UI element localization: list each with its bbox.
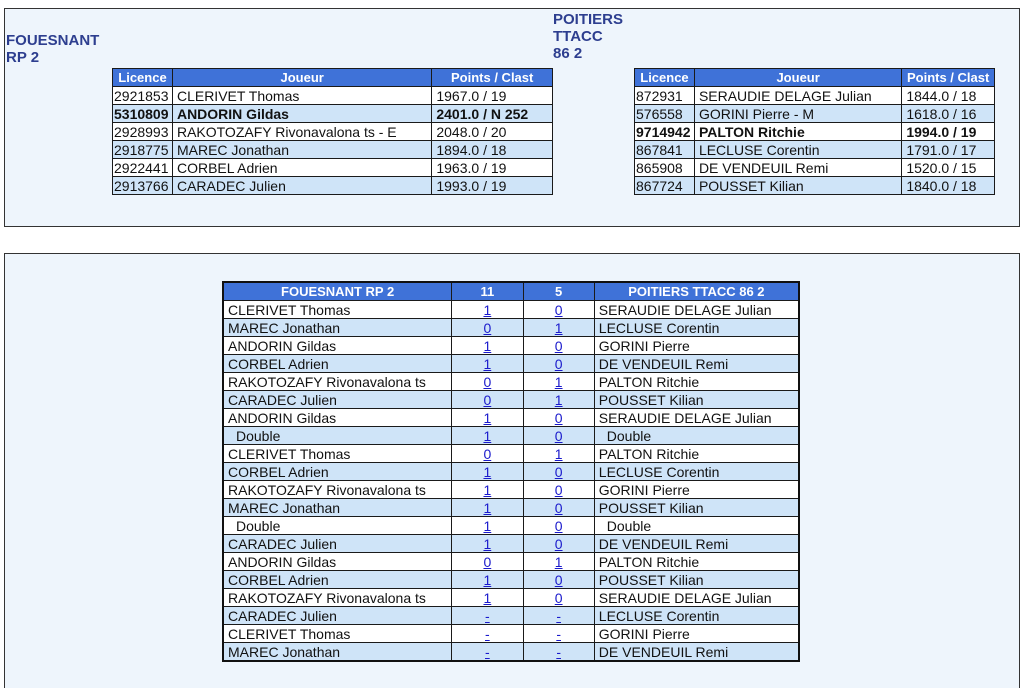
player-name: CORBEL Adrien xyxy=(172,159,431,177)
away-player: SERAUDIE DELAGE Julian xyxy=(594,301,799,319)
away-score-cell xyxy=(523,373,594,391)
player-licence: 576558 xyxy=(635,105,695,123)
home-score-cell xyxy=(452,409,523,427)
away-score-cell xyxy=(523,409,594,427)
home-score-cell xyxy=(452,535,523,553)
home-player: CARADEC Julien xyxy=(223,535,452,553)
player-name: SERAUDIE DELAGE Julian xyxy=(694,87,901,105)
roster-row xyxy=(635,105,995,123)
home-player: MAREC Jonathan xyxy=(223,319,452,337)
home-score-link[interactable]: 1 xyxy=(483,481,492,498)
away-score-cell xyxy=(523,337,594,355)
away-player: Double xyxy=(594,427,799,445)
away-player: GORINI Pierre xyxy=(594,625,799,643)
home-player: ANDORIN Gildas xyxy=(223,337,452,355)
home-player: CORBEL Adrien xyxy=(223,355,452,373)
away-player: LECLUSE Corentin xyxy=(594,463,799,481)
away-player: POUSSET Kilian xyxy=(594,391,799,409)
away-score-cell xyxy=(523,319,594,337)
roster-row xyxy=(635,141,995,159)
player-name: ANDORIN Gildas xyxy=(172,105,431,123)
home-player: CLERIVET Thomas xyxy=(223,445,452,463)
away-score-link[interactable]: 0 xyxy=(554,337,563,354)
away-score-cell xyxy=(523,391,594,409)
away-score-cell xyxy=(523,499,594,517)
away-player: POUSSET Kilian xyxy=(594,499,799,517)
away-score-link[interactable]: 1 xyxy=(554,553,563,570)
roster-row xyxy=(113,159,553,177)
home-score-link[interactable]: - xyxy=(485,643,490,660)
home-score-link[interactable]: 1 xyxy=(483,463,492,480)
away-score-header: 5 xyxy=(523,282,594,301)
away-score-cell xyxy=(523,463,594,481)
match-row xyxy=(223,355,799,373)
home-score-link[interactable]: 1 xyxy=(483,355,492,372)
away-score-link[interactable]: 0 xyxy=(554,481,563,498)
player-licence: 2913766 xyxy=(113,177,173,195)
match-row xyxy=(223,589,799,607)
home-score-link[interactable]: 1 xyxy=(483,589,492,606)
licence-header: Licence xyxy=(113,69,173,87)
player-name: POUSSET Kilian xyxy=(694,177,901,195)
player-licence: 867841 xyxy=(635,141,695,159)
player-licence: 2922441 xyxy=(113,159,173,177)
away-score-cell xyxy=(523,625,594,643)
away-score-link[interactable]: 0 xyxy=(554,571,563,588)
away-player: DE VENDEUIL Remi xyxy=(594,355,799,373)
away-score-link[interactable]: 0 xyxy=(554,517,563,534)
away-player: GORINI Pierre xyxy=(594,481,799,499)
home-score-cell xyxy=(452,517,523,535)
away-score-link[interactable]: 1 xyxy=(554,391,563,408)
home-score-link[interactable]: 1 xyxy=(483,337,492,354)
home-score-link[interactable]: 1 xyxy=(483,517,492,534)
away-player: PALTON Ritchie xyxy=(594,445,799,463)
match-row xyxy=(223,337,799,355)
home-roster-table xyxy=(112,68,553,195)
home-score-cell xyxy=(452,391,523,409)
roster-row xyxy=(113,123,553,141)
match-results-table xyxy=(222,281,800,662)
away-score-link[interactable]: 1 xyxy=(554,445,563,462)
match-row xyxy=(223,481,799,499)
home-score-header: 11 xyxy=(452,282,523,301)
player-points: 1840.0 / 18 xyxy=(902,177,995,195)
match-row xyxy=(223,571,799,589)
away-player: POUSSET Kilian xyxy=(594,571,799,589)
home-score-link[interactable]: 1 xyxy=(483,535,492,552)
away-roster-table xyxy=(634,68,995,195)
home-score-cell xyxy=(452,355,523,373)
away-score-cell xyxy=(523,571,594,589)
home-score-cell xyxy=(452,481,523,499)
home-score-cell xyxy=(452,589,523,607)
home-player: RAKOTOZAFY Rivonavalona ts xyxy=(223,481,452,499)
away-score-cell xyxy=(523,553,594,571)
match-row xyxy=(223,517,799,535)
away-score-link[interactable]: 0 xyxy=(554,463,563,480)
player-points: 1963.0 / 19 xyxy=(432,159,553,177)
player-points: 1894.0 / 18 xyxy=(432,141,553,159)
home-player: MAREC Jonathan xyxy=(223,643,452,662)
player-points: 2048.0 / 20 xyxy=(432,123,553,141)
licence-header: Licence xyxy=(635,69,695,87)
home-player: Double xyxy=(223,517,452,535)
away-player: SERAUDIE DELAGE Julian xyxy=(594,409,799,427)
points-header: Points / Clast xyxy=(902,69,995,87)
roster-row xyxy=(635,177,995,195)
home-score-link[interactable]: - xyxy=(485,607,490,624)
away-player: GORINI Pierre xyxy=(594,337,799,355)
away-score-link[interactable]: 0 xyxy=(554,301,563,318)
away-score-cell xyxy=(523,355,594,373)
away-score-cell xyxy=(523,427,594,445)
roster-row xyxy=(635,159,995,177)
away-score-link[interactable]: 0 xyxy=(554,409,563,426)
home-score-cell xyxy=(452,337,523,355)
away-score-link[interactable]: - xyxy=(556,625,561,642)
home-player: CARADEC Julien xyxy=(223,607,452,625)
home-score-cell xyxy=(452,625,523,643)
home-score-link[interactable]: 0 xyxy=(483,391,492,408)
home-player: CARADEC Julien xyxy=(223,391,452,409)
player-licence: 5310809 xyxy=(113,105,173,123)
player-licence: 872931 xyxy=(635,87,695,105)
home-score-cell xyxy=(452,553,523,571)
roster-row xyxy=(113,105,553,123)
match-row xyxy=(223,409,799,427)
away-player: SERAUDIE DELAGE Julian xyxy=(594,589,799,607)
away-score-link[interactable]: 0 xyxy=(554,355,563,372)
home-score-link[interactable]: 1 xyxy=(483,499,492,516)
player-points: 1844.0 / 18 xyxy=(902,87,995,105)
away-score-cell xyxy=(523,643,594,662)
player-licence: 867724 xyxy=(635,177,695,195)
away-score-link[interactable]: 1 xyxy=(554,319,563,336)
player-name: RAKOTOZAFY Rivonavalona ts - E xyxy=(172,123,431,141)
home-score-cell xyxy=(452,499,523,517)
match-row xyxy=(223,301,799,319)
away-score-link[interactable]: - xyxy=(556,643,561,660)
player-licence: 865908 xyxy=(635,159,695,177)
player-points: 2401.0 / N 252 xyxy=(432,105,553,123)
away-score-cell xyxy=(523,445,594,463)
away-score-link[interactable]: 1 xyxy=(554,373,563,390)
roster-row xyxy=(635,87,995,105)
match-row xyxy=(223,319,799,337)
away-score-cell xyxy=(523,517,594,535)
match-row xyxy=(223,463,799,481)
away-player: Double xyxy=(594,517,799,535)
away-score-cell xyxy=(523,607,594,625)
player-points: 1618.0 / 16 xyxy=(902,105,995,123)
away-player: LECLUSE Corentin xyxy=(594,607,799,625)
home-score-link[interactable]: 0 xyxy=(483,373,492,390)
home-player: CORBEL Adrien xyxy=(223,463,452,481)
away-score-link[interactable]: 0 xyxy=(554,535,563,552)
home-score-link[interactable]: 0 xyxy=(483,319,492,336)
home-score-link[interactable]: 1 xyxy=(483,571,492,588)
joueur-header: Joueur xyxy=(694,69,901,87)
home-player: Double xyxy=(223,427,452,445)
home-score-cell xyxy=(452,607,523,625)
home-player: ANDORIN Gildas xyxy=(223,553,452,571)
match-row xyxy=(223,553,799,571)
away-player: PALTON Ritchie xyxy=(594,553,799,571)
points-header: Points / Clast xyxy=(432,69,553,87)
player-name: MAREC Jonathan xyxy=(172,141,431,159)
match-row xyxy=(223,445,799,463)
away-player: DE VENDEUIL Remi xyxy=(594,643,799,662)
home-score-cell xyxy=(452,445,523,463)
player-name: CARADEC Julien xyxy=(172,177,431,195)
match-row xyxy=(223,499,799,517)
home-player: CLERIVET Thomas xyxy=(223,625,452,643)
away-score-cell xyxy=(523,589,594,607)
away-team-header: POITIERS TTACC 86 2 xyxy=(594,282,799,301)
home-team-header: FOUESNANT RP 2 xyxy=(223,282,452,301)
roster-row xyxy=(635,123,995,141)
home-score-link[interactable]: 1 xyxy=(483,409,492,426)
player-name: PALTON Ritchie xyxy=(694,123,901,141)
away-score-cell xyxy=(523,535,594,553)
player-points: 1520.0 / 15 xyxy=(902,159,995,177)
home-player: RAKOTOZAFY Rivonavalona ts xyxy=(223,373,452,391)
player-points: 1967.0 / 19 xyxy=(432,87,553,105)
player-name: DE VENDEUIL Remi xyxy=(694,159,901,177)
match-row xyxy=(223,625,799,643)
player-licence: 9714942 xyxy=(635,123,695,141)
player-points: 1994.0 / 19 xyxy=(902,123,995,141)
match-row xyxy=(223,373,799,391)
home-player: ANDORIN Gildas xyxy=(223,409,452,427)
roster-row xyxy=(113,141,553,159)
player-name: GORINI Pierre - M xyxy=(694,105,901,123)
away-score-link[interactable]: 0 xyxy=(554,427,563,444)
roster-row xyxy=(113,177,553,195)
match-row xyxy=(223,643,799,662)
player-points: 1993.0 / 19 xyxy=(432,177,553,195)
home-score-link[interactable]: 0 xyxy=(483,445,492,462)
player-name: LECLUSE Corentin xyxy=(694,141,901,159)
home-score-link[interactable]: 1 xyxy=(483,301,492,318)
home-score-link[interactable]: 0 xyxy=(483,553,492,570)
home-team-title: FOUESNANT RP 2 xyxy=(6,32,100,66)
away-score-cell xyxy=(523,301,594,319)
home-score-cell xyxy=(452,571,523,589)
away-team-title: POITIERS TTACC 86 2 xyxy=(553,11,624,62)
player-points: 1791.0 / 17 xyxy=(902,141,995,159)
away-score-link[interactable]: 0 xyxy=(554,589,563,606)
home-score-cell xyxy=(452,427,523,445)
home-player: RAKOTOZAFY Rivonavalona ts xyxy=(223,589,452,607)
home-player: MAREC Jonathan xyxy=(223,499,452,517)
player-name: CLERIVET Thomas xyxy=(172,87,431,105)
roster-row xyxy=(113,87,553,105)
away-player: DE VENDEUIL Remi xyxy=(594,535,799,553)
home-score-link[interactable]: - xyxy=(485,625,490,642)
match-row xyxy=(223,607,799,625)
match-row xyxy=(223,427,799,445)
home-player: CORBEL Adrien xyxy=(223,571,452,589)
away-player: LECLUSE Corentin xyxy=(594,319,799,337)
home-score-cell xyxy=(452,463,523,481)
away-score-link[interactable]: - xyxy=(556,607,561,624)
joueur-header: Joueur xyxy=(172,69,431,87)
home-score-cell xyxy=(452,373,523,391)
away-player: PALTON Ritchie xyxy=(594,373,799,391)
home-player: CLERIVET Thomas xyxy=(223,301,452,319)
home-score-link[interactable]: 1 xyxy=(483,427,492,444)
away-score-cell xyxy=(523,481,594,499)
away-score-link[interactable]: 0 xyxy=(554,499,563,516)
player-licence: 2928993 xyxy=(113,123,173,141)
player-licence: 2921853 xyxy=(113,87,173,105)
home-score-cell xyxy=(452,643,523,662)
home-score-cell xyxy=(452,301,523,319)
home-score-cell xyxy=(452,319,523,337)
match-row xyxy=(223,391,799,409)
match-row xyxy=(223,535,799,553)
player-licence: 2918775 xyxy=(113,141,173,159)
